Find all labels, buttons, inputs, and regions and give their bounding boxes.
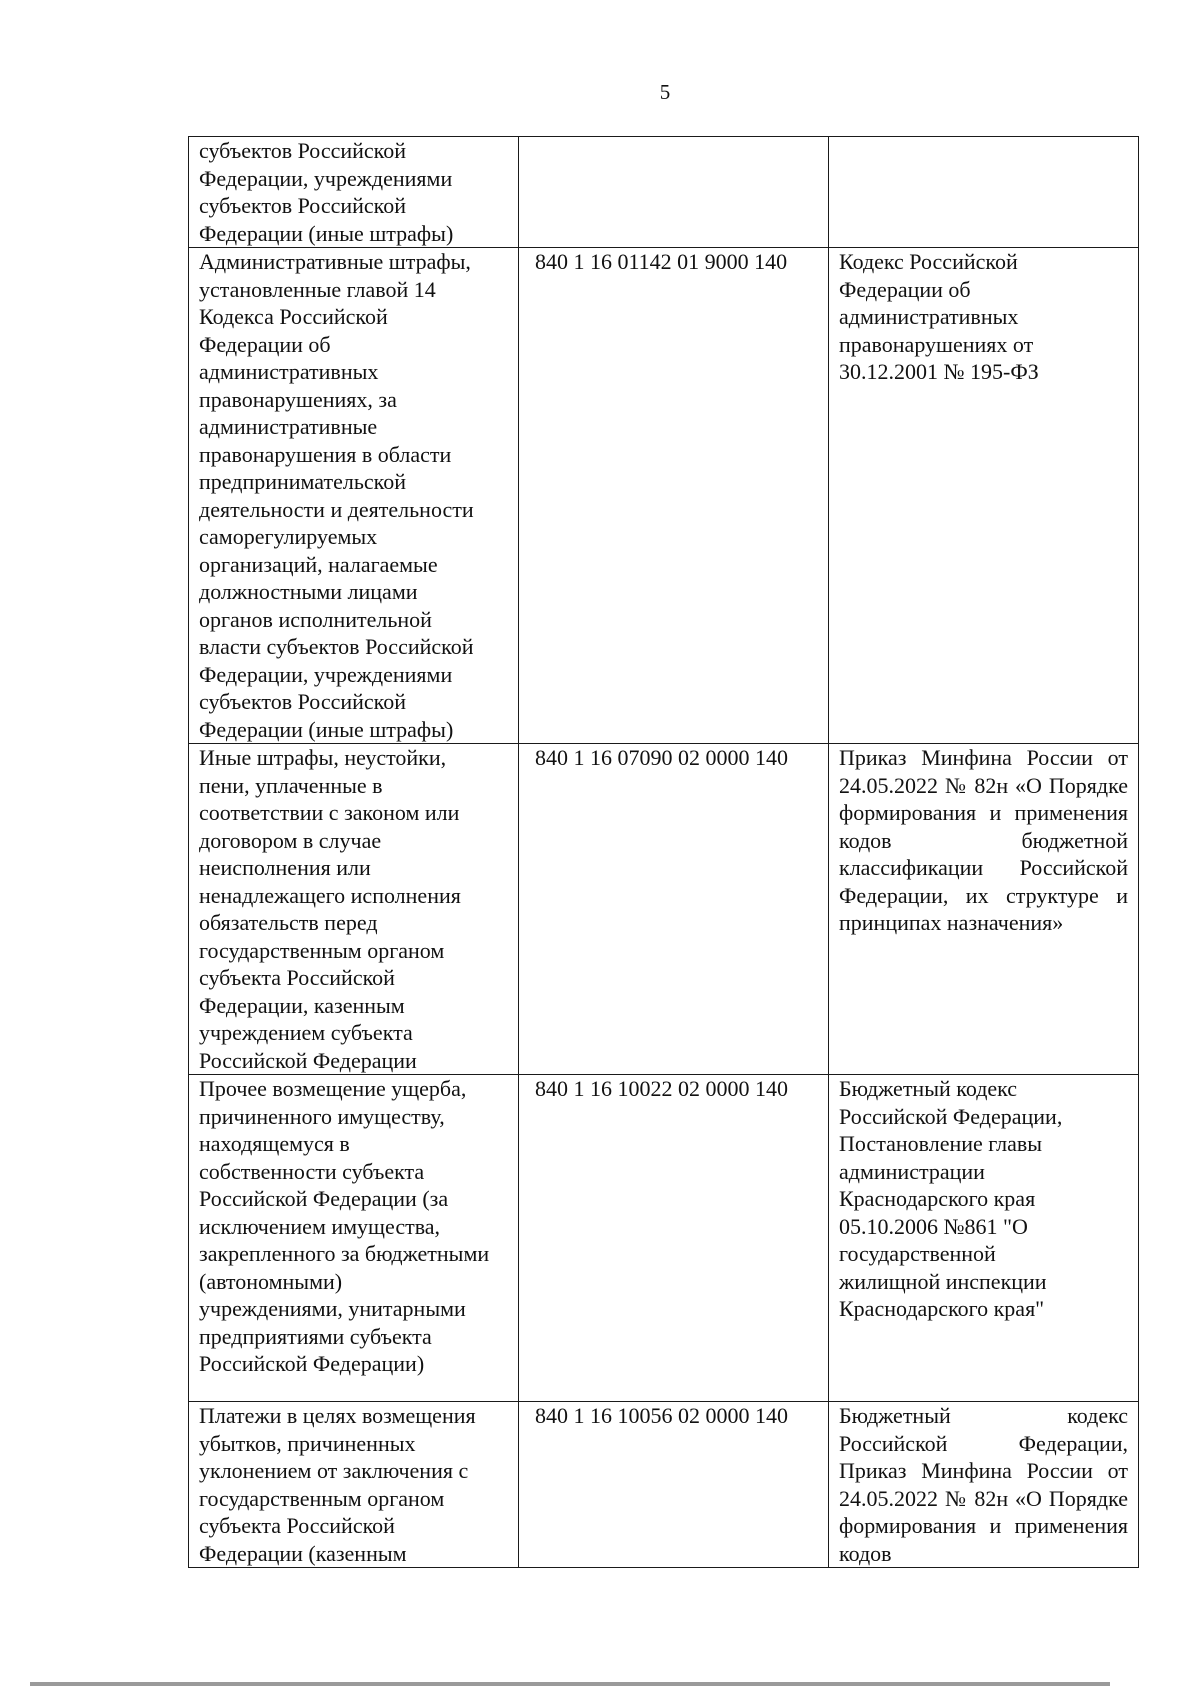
revenue-name-cell xyxy=(189,248,519,744)
budget-code-text: 840 1 16 10022 02 0000 140 xyxy=(535,1076,788,1101)
revenue-name-cell xyxy=(189,137,519,248)
revenue-name-text: Иные штрафы, неустойки, пени, уплаченные в соответствии с законом или договором в случае неисполнения или ненадлежащего исполнения обязательств перед государственным органом субъекта Российской Федерации, казенным учреждением субъекта Российской Федерации xyxy=(199,745,461,1073)
page-number: 5 xyxy=(659,80,671,104)
table-row xyxy=(189,1402,1139,1568)
revenue-name-text: Платежи в целях возмещения убытков, причиненных уклонением от заключения с государственным органом субъекта Российской Федерации (казенным xyxy=(199,1403,476,1566)
legal-basis-text: Кодекс Российской Федерации об административных правонарушениях от 30.12.2001 № 195-ФЗ xyxy=(839,249,1039,384)
legal-basis-text: Приказ Минфина России от 24.05.2022 № 82н «О Порядке формирования и применения кодов бюджетной классификации Российской Федерации, их структуре и принципах назначения» xyxy=(839,745,1128,935)
budget-code-text: 840 1 16 07090 02 0000 140 xyxy=(535,745,788,770)
budget-code-text: 840 1 16 01142 01 9000 140 xyxy=(535,249,788,274)
legal-basis-cell xyxy=(829,744,1139,1075)
legal-basis-cell xyxy=(829,137,1139,248)
revenue-name-text: Прочее возмещение ущерба, причиненного имуществу, находящемуся в собственности субъекта Российской Федерации (за исключением имущества, закрепленного за бюджетными (автономными) учреждениями, унитарными предприятиями субъекта Российской Федерации) xyxy=(199,1076,490,1376)
budget-code-cell xyxy=(519,248,829,744)
legal-basis-text: Бюджетный кодекс Российской Федерации, Постановление главы администрации Краснодарского края 05.10.2006 №861 "О государственной жилищной инспекции Краснодарского края" xyxy=(839,1076,1063,1321)
budget-code-text: 840 1 16 10056 02 0000 140 xyxy=(535,1403,788,1428)
table-row xyxy=(189,137,1139,248)
legal-basis-cell xyxy=(829,1402,1139,1568)
budget-code-cell xyxy=(519,744,829,1075)
revenue-name-text: Административные штрафы, установленные главой 14 Кодекса Российской Федерации об административных правонарушениях, за административные правонарушения в области предпринимательской деятельности и деятельности саморегулируемых организаций, налагаемые должностными лицами органов исполнительной власти субъектов Российской Федерации, учреждениями субъектов Российской Федерации (иные штрафы) xyxy=(199,249,474,742)
table-row xyxy=(189,744,1139,1075)
legal-basis-cell xyxy=(829,1075,1139,1402)
budget-code-cell xyxy=(519,1402,829,1568)
revenue-name-cell xyxy=(189,1075,519,1402)
budget-code-cell xyxy=(519,1075,829,1402)
revenue-name-cell xyxy=(189,1402,519,1568)
budget-code-cell xyxy=(519,137,829,248)
scan-edge-line xyxy=(30,1682,1110,1686)
table-row xyxy=(189,1075,1139,1402)
legal-basis-text: Бюджетный кодекс Российской Федерации, Приказ Минфина России от 24.05.2022 № 82н «О Порядке формирования и применения кодов xyxy=(839,1403,1128,1566)
table-row xyxy=(189,248,1139,744)
revenue-name-cell xyxy=(189,744,519,1075)
budget-codes-table xyxy=(188,136,1139,1568)
revenue-name-text: субъектов Российской Федерации, учреждениями субъектов Российской Федерации (иные штрафы) xyxy=(199,138,454,246)
legal-basis-cell xyxy=(829,248,1139,744)
